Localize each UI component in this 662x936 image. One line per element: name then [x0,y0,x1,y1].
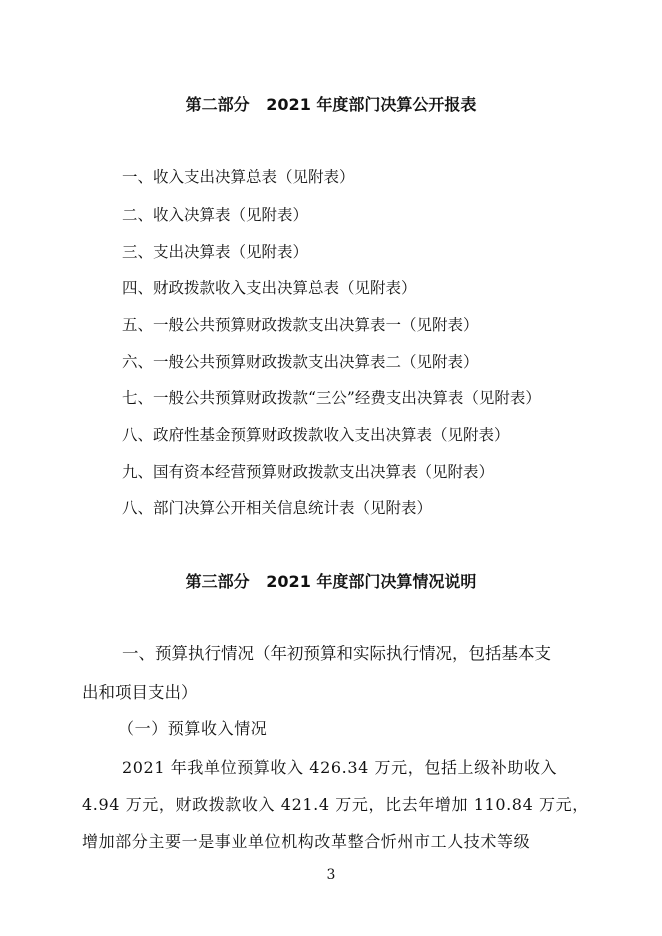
list-item: 一、收入支出决算总表（见附表） [122,168,355,186]
paragraph-line: 2021 年我单位预算收入 426.34 万元，包括上级补助收入 [122,758,558,777]
list-item: 二、收入决算表（见附表） [122,206,309,224]
list-item: 七、一般公共预算财政拨款“三公”经费支出决算表（见附表） [122,389,541,407]
list-item: 九、国有资本经营预算财政拨款支出决算表（见附表） [122,463,495,481]
paragraph-line: 4.94 万元，财政拨款收入 421.4 万元，比去年增加 110.84 万元， [82,795,589,814]
list-item: 六、一般公共预算财政拨款支出决算表二（见附表） [122,353,479,371]
list-item: 三、支出决算表（见附表） [122,243,309,261]
list-item: 四、财政拨款收入支出决算总表（见附表） [122,279,417,297]
paragraph-line: 增加部分主要一是事业单位机构改革整合忻州市工人技术等级 [82,832,531,851]
section1-title-line1: 一、预算执行情况（年初预算和实际执行情况，包括基本支 [122,644,551,663]
list-item: 五、一般公共预算财政拨款支出决算表一（见附表） [122,316,479,334]
subsection1-title: （一）预算收入情况 [118,719,268,738]
page-number: 3 [326,867,336,883]
part3-heading: 第三部分 2021 年度部门决算情况说明 [185,572,477,591]
part2-heading: 第二部分 2021 年度部门决算公开报表 [185,95,477,114]
list-item: 八、政府性基金预算财政拨款收入支出决算表（见附表） [122,426,510,444]
list-item: 八、部门决算公开相关信息统计表（见附表） [122,499,433,517]
section1-title-line2: 出和项目支出） [82,683,198,702]
